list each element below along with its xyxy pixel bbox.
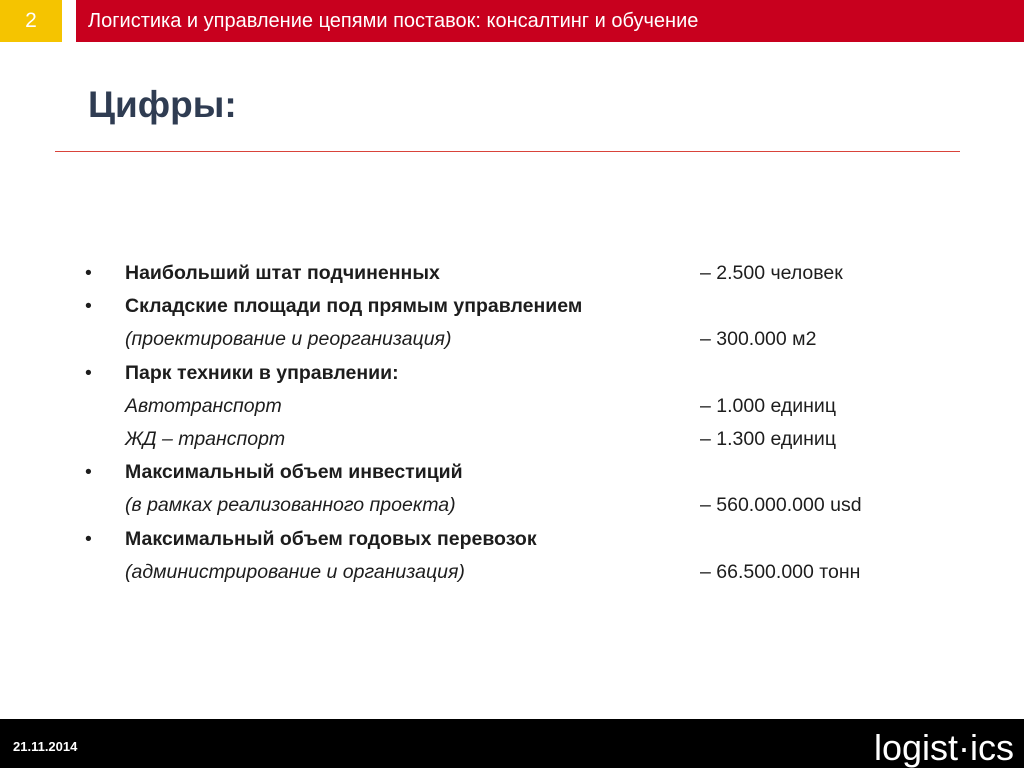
item-value: – 1.300 единиц [700,428,836,450]
list-item [85,428,985,462]
item-value: – 2.500 человек [700,262,843,284]
list-item [85,561,985,595]
item-label: (проектирование и реорганизация) [125,328,452,350]
item-value: – 1.000 единиц [700,395,836,417]
item-label: Складские площади под прямым управлением [125,295,583,317]
item-label: (в рамках реализованного проекта) [125,494,456,516]
list-item [85,395,985,429]
list-item [85,295,985,329]
list-item [85,328,985,362]
footer-date: 21.11.2014 [13,739,78,754]
bullet-icon: • [85,528,92,550]
company-logo: logist·ics [873,727,1014,768]
item-label: Наибольший штат подчиненных [125,262,440,284]
footer-bar [0,719,1024,768]
page-title: Цифры: [88,84,237,125]
bullet-icon: • [85,262,92,284]
slide-number: 2 [0,0,62,42]
list-item [85,461,985,495]
bullet-icon: • [85,295,92,317]
item-label: Максимальный объем инвестиций [125,461,463,483]
item-value: – 560.000.000 usd [700,494,862,516]
list-item [85,362,985,396]
item-label: (администрирование и организация) [125,561,465,583]
item-label: Парк техники в управлении: [125,362,399,384]
bullet-icon: • [85,461,92,483]
item-value: – 66.500.000 тонн [700,561,861,583]
list-item [85,528,985,562]
list-item [85,262,985,296]
list-item [85,494,985,528]
bullet-icon: • [85,362,92,384]
item-label: Максимальный объем годовых перевозок [125,528,537,550]
title-divider [55,151,960,152]
item-label: ЖД – транспорт [125,428,286,450]
item-label: Автотранспорт [125,395,282,417]
item-value: – 300.000 м2 [700,328,817,350]
header-title: Логистика и управление цепями поставок: консалтинг и обучение [76,0,1024,42]
